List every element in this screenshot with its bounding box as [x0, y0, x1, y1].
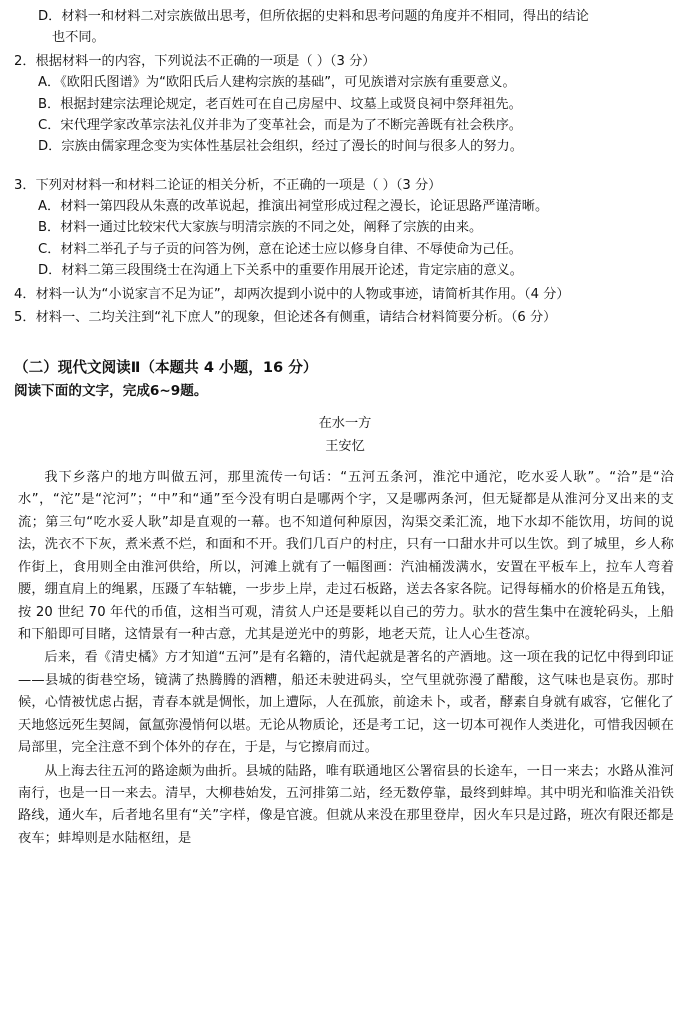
question-4-text: 4．材料一认为“小说家言不足为证”，却两次提到小说中的人物或事迹，请简析其作用。（4 分）: [14, 286, 570, 302]
question-2-stem: [14, 51, 676, 72]
question-3-number: 3．: [14, 177, 36, 193]
article-paragraph-3: 从上海去往五河的路途颇为曲折。县城的陆路，唯有联通地区公署宿县的长途车，一日一来去；水路从淮河南行，也是一日一来去。清早，大柳巷始发，五河排第二站，经无数停靠，最终到蚌埠。其中明光和临淮关沿铁路线，通火车，后者地名里有“关”字样，像是官渡。但就从来没在那里登岸，因火车只是过路，班次有限还都是夜车；蚌埠则是水陆枢纽，是: [18, 763, 674, 846]
question-3: [14, 175, 676, 282]
question-2: [14, 51, 676, 158]
question-3-option-a: A．材料一第四段从朱熹的改革说起，推演出祠堂形成过程之漫长，论证思路严谨清晰。: [38, 199, 549, 214]
question-2-option-a: A．《欧阳氏图谱》为“欧阳氏后人建构宗族的基础”，可见族谱对宗族有重要意义。: [38, 75, 516, 91]
question-1-tail: [14, 6, 676, 49]
article-paragraph-1: 我下乡落户的地方叫做五河，那里流传一句话：“五河五条河，淮沱中通沱，吃水妥人耿”。“洽”是“洽水”，“沱”是“沱河”；“中”和“通”至今没有明白是哪两个字，又是哪两条河，但无疑都是从淮河分叉出来的支流；第三句“吃水妥人耿”却是直观的一幕。也不知道何种原因，沟渠交柔汇流，地下水却不能饮用，坊间的说法，洗衣不下灰，煮米煮不烂，和面和不开。我们几百户的村庄，只有一口甜水井可以生饮。到了城里，乡人称作街上，食用则全由淮河供给，所以，河滩上就有了一幅图画：汽油桶泼满水，安置在平板车上，拉车人弯着腰，绷直肩上的绳累，压蹑了车轱辘，一步步上岸，走过石板路，送去各家各院。记得每桶水的价格是五角钱，按 20 世纪 70 年代的币值，这相当可观，清贫人户还是要耗以自己的劳力。驮水的营生集中在渡轮码头，上船和下船即可目睹，这情景有一种古意，尤其是逆光中的剪影，地老天荒，让人心生苍凉。: [18, 469, 674, 642]
question-4: [14, 284, 676, 305]
question-3-text: 下列对材料一和材料二论证的相关分析，不正确的一项是（ ）（3 分）: [35, 177, 442, 193]
article-title: 在水一方: [318, 415, 372, 431]
article-author: 王安忆: [325, 438, 365, 454]
question-2-text: 根据材料一的内容，下列说法不正确的一项是（ ）（3 分）: [35, 53, 376, 69]
question-2-number: 2．: [14, 53, 36, 69]
section-instruction: 阅读下面的文字，完成6~9题。: [14, 382, 208, 399]
question-3-option-c: C．材料二举孔子与子贡的问答为例，意在论述士应以修身自律、不辱使命为己任。: [38, 241, 522, 257]
question-3-option-b: B．材料一通过比较宋代大家族与明清宗族的不同之处，阐释了宗族的由来。: [38, 220, 483, 236]
spacer: [14, 458, 676, 467]
question-3-stem: [14, 175, 676, 196]
section-heading: （二）现代文阅读Ⅱ（本题共 4 小题，16 分）: [14, 359, 318, 377]
question-5-text: 5．材料一、二均关注到“礼下庶人”的现象，但论述各有侧重，请结合材料简要分析。（6 分）: [14, 309, 557, 325]
question-2-option-d: D．宗族由儒家理念变为实体性基层社会组织，经过了漫长的时间与很多人的努力。: [38, 139, 523, 155]
article-paragraph-2: 后来，看《清史橘》方才知道“五河”是有名籍的，清代起就是著名的产酒地。这一项在我的记忆中得到印证——县城的街巷空场，镜满了热腾腾的酒糟，船还未驶进码头，空气里就弥漫了醋酸，这气味也是哀伤。那时候，心情被忧虑占据，青春本就是惆怅，加上遭际，人在孤旅，前途未卜，或者，酵素自身就有戚容，它催化了天地悠远死生契阔，氤氲弥漫悄何以堪。无论从物质论，还是考工记，这一切本可视作人类进化，可惜我因顿在局部里，完全注意不到个体外的存在，于是，与它擦肩而过。: [18, 650, 674, 756]
question-2-option-c: C．宋代理学家改革宗法礼仪并非为了变革社会，而是为了不断完善既有社会秩序。: [38, 117, 522, 133]
option-d: D．材料一和材料二对宗族做出思考，但所依据的史料和思考问题的角度并不相同，得出的结论: [38, 9, 589, 24]
spacer: [14, 160, 676, 175]
question-2-option-b: B．根据封建宗法理论规定，老百姓可在自己房屋中、坟墓上或贤良祠中祭拜祖先。: [38, 96, 522, 112]
article-body: [14, 467, 676, 850]
option-d-continued: 也不同。: [52, 30, 105, 46]
spacer: [14, 403, 676, 412]
question-3-option-d: D．材料二第三段围绕士在沟通上下关系中的重要作用展开论述，肯定宗庙的意义。: [38, 263, 523, 279]
question-5: [14, 307, 676, 328]
spacer: [14, 330, 676, 352]
